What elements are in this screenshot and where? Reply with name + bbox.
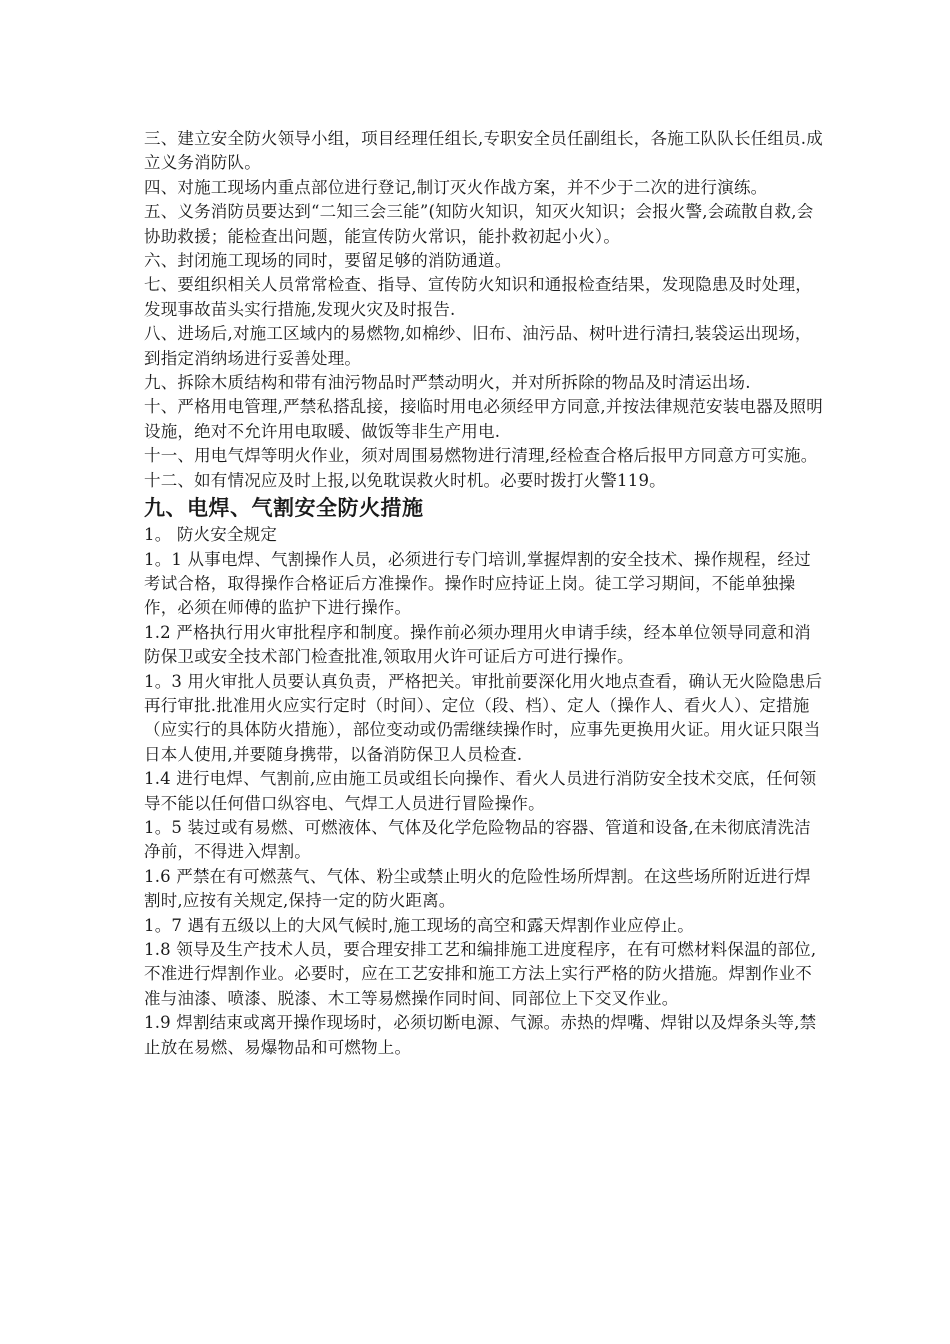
document-page (144, 127, 824, 1060)
paragraph-item-9: 九、拆除木质结构和带有油污物品时严禁动明火，并对所拆除的物品及时清运出场. (144, 373, 751, 393)
paragraph-item-5: 五、义务消防员要达到“二知三会三能”(知防火知识，知灭火知识；会报火警,会疏散自救,会协助救援；能检查出问题，能宣传防火常识，能扑救初起小火）。 (144, 202, 814, 246)
section-heading: 九、电焊、气割安全防火措施 (144, 496, 424, 521)
rule-1-9: 1.9 焊割结束或离开操作现场时，必须切断电源、气源。赤热的焊嘴、焊钳以及焊条头等,禁止放在易燃、易爆物品和可燃物上。 (144, 1013, 817, 1057)
rule-1-7: 1。7 遇有五级以上的大风气候时,施工现场的高空和露天焊割作业应停止。 (144, 915, 694, 935)
rule-1-6: 1.6 严禁在有可燃蒸气、气体、粉尘或禁止明火的危险性场所焊割。在这些场所附近进行焊割时,应按有关规定,保持一定的防火距离。 (144, 866, 811, 911)
paragraph-item-8: 八、进场后,对施工区域内的易燃物,如棉纱、旧布、油污品、树叶进行清扫,装袋运出现场，到指定消纳场进行妥善处理。 (144, 324, 812, 368)
paragraph-item-10: 十、严格用电管理,严禁私搭乱接，接临时用电必须经甲方同意,并按法律规范安装电器及照明设施，绝对不允许用电取暖、做饭等非生产用电. (144, 397, 823, 441)
paragraph-item-6: 六、封闭施工现场的同时，要留足够的消防通道。 (144, 251, 512, 271)
rule-1-1: 1。1 从事电焊、气割操作人员，必须进行专门培训,掌握焊割的安全技术、操作规程，经过考试合格，取得操作合格证后方准操作。操作时应持证上岗。徒工学习期间，不能单独操作，必须在师傅的监护下进行操作。 (144, 549, 811, 618)
rule-1-5: 1。5 装过或有易燃、可燃液体、气体及化学危险物品的容器、管道和设备,在未彻底清洗洁净前，不得进入焊割。 (144, 817, 811, 862)
paragraph-item-7: 七、要组织相关人员常常检查、指导、宣传防火知识和通报检查结果，发现隐患及时处理，发现事故苗头实行措施,发现火灾及时报告. (144, 275, 812, 319)
paragraph-item-4: 四、对施工现场内重点部位进行登记,制订灭火作战方案，并不少于二次的进行演练。 (144, 177, 768, 197)
paragraph-item-3: 三、建立安全防火领导小组，项目经理任组长,专职安全员任副组长，各施工队队长任组员.成立义务消防队。 (144, 129, 823, 173)
subsection-title: 1。 防火安全规定 (144, 525, 278, 545)
rule-1-2: 1.2 严格执行用火审批程序和制度。操作前必须办理用火申请手续，经本单位领导同意和消防保卫或安全技术部门检查批准,领取用火许可证后方可进行操作。 (144, 622, 811, 667)
rule-1-8: 1.8 领导及生产技术人员，要合理安排工艺和编排施工进度程序，在有可燃材料保温的部位,不准进行焊割作业。必要时，应在工艺安排和施工方法上实行严格的防火措施。焊割作业不准与油漆、喷漆、脱漆、木工等易燃操作同时间、同部位上下交叉作业。 (144, 940, 817, 1008)
rule-1-4: 1.4 进行电焊、气割前,应由施工员或组长向操作、看火人员进行消防安全技术交底，任何领导不能以任何借口纵容电、气焊工人员进行冒险操作。 (144, 769, 817, 813)
rule-1-3: 1。3 用火审批人员要认真负责，严格把关。审批前要深化用火地点查看，确认无火险隐患后再行审批.批准用火应实行定时（时间）、定位（段、档）、定人（操作人、看火人）、定措施（应实行的具体防火措施），部位变动或仍需继续操作时，应事先更换用火证。用火证只限当日本人使用,并要随身携带，以备消防保卫人员检查. (144, 671, 823, 764)
paragraph-item-11: 十一、用电气焊等明火作业，须对周围易燃物进行清理,经检查合格后报甲方同意方可实施。 (144, 446, 818, 466)
paragraph-item-12: 十二、如有情况应及时上报,以免耽误救火时机。必要时拨打火警119。 (144, 470, 666, 490)
